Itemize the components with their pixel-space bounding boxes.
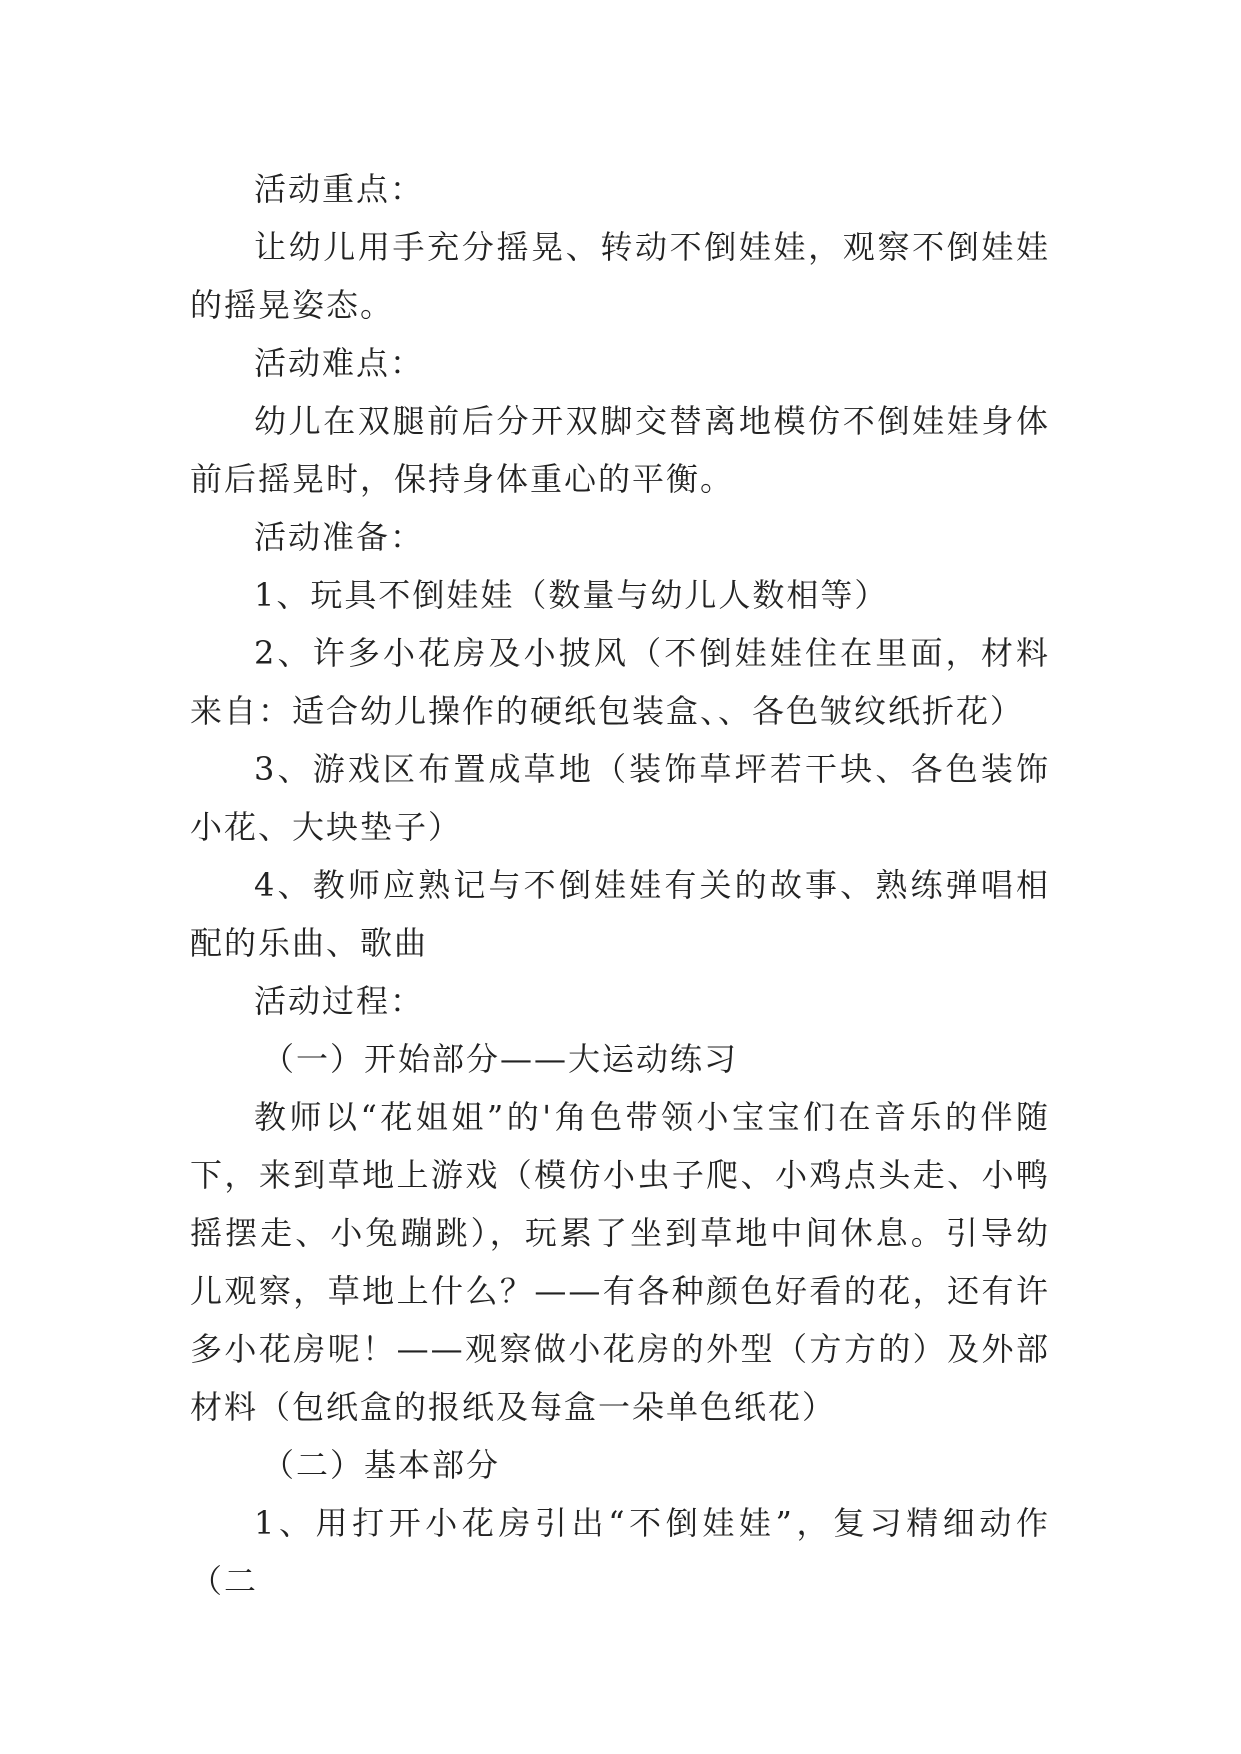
paragraph-difficulty-detail: 幼儿在双腿前后分开双脚交替离地模仿不倒娃娃身体前后摇晃时，保持身体重心的平衡。 [190, 402, 1050, 498]
preparation-item-1: 1、玩具不倒娃娃（数量与幼儿人数相等） [254, 576, 889, 614]
heading-activity-process: 活动过程： [254, 982, 425, 1020]
paragraph-focus-detail: 让幼儿用手充分摇晃、转动不倒娃娃，观察不倒娃娃的摇晃姿态。 [190, 228, 1050, 324]
heading-activity-preparation: 活动准备： [254, 518, 425, 556]
preparation-item-2: 2、许多小花房及小披风（不倒娃娃住在里面，材料来自：适合幼儿操作的硬纸包装盒、、各色皱纹纸折花） [190, 634, 1050, 730]
heading-activity-difficulty: 活动难点： [254, 344, 425, 382]
preparation-item-3: 3、游戏区布置成草地（装饰草坪若干块、各色装饰小花、大块垫子） [190, 750, 1050, 846]
preparation-item-4: 4、教师应熟记与不倒娃娃有关的故事、熟练弹唱相配的乐曲、歌曲 [190, 866, 1050, 962]
heading-activity-focus: 活动重点： [254, 170, 425, 208]
paragraph-basic-step-1: 1、用打开小花房引出“不倒娃娃”，复习精细动作（二 [190, 1504, 1050, 1600]
section-heading-start: （一）开始部分——大运动练习 [262, 1040, 739, 1078]
document-body [190, 160, 1050, 1610]
section-heading-basic: （二）基本部分 [262, 1446, 501, 1484]
paragraph-start-detail: 教师以“花姐姐”的'角色带领小宝宝们在音乐的伴随下，来到草地上游戏（模仿小虫子爬、小鸡点头走、小鸭摇摆走、小兔蹦跳），玩累了坐到草地中间休息。引导幼儿观察，草地上什么？——有各种颜色好看的花，还有许多小花房呢！——观察做小花房的外型（方方的）及外部材料（包纸盒的报纸及每盒一朵单色纸花） [190, 1098, 1050, 1426]
